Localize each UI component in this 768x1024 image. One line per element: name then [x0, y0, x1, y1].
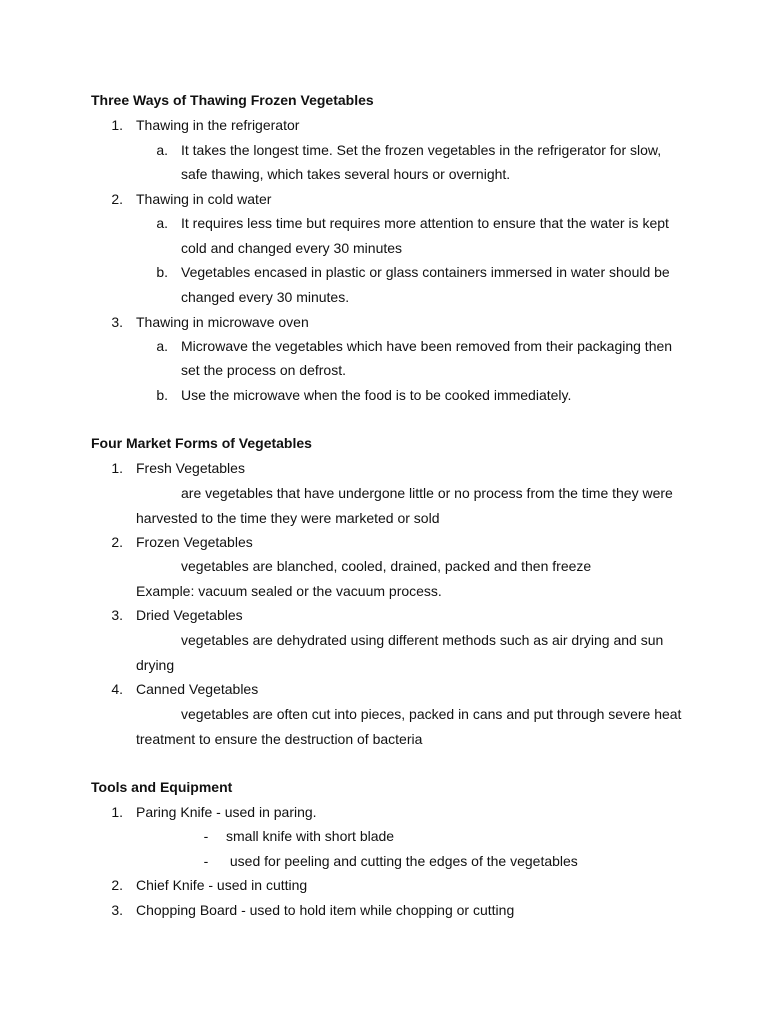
list-number: 3.: [111, 607, 123, 623]
sub-item-text: Vegetables encased in plastic or glass containers immersed in water should be: [181, 264, 670, 280]
list-item-text: Frozen Vegetables: [136, 534, 253, 550]
list-item-text: Chief Knife - used in cutting: [136, 877, 308, 893]
bullet-text: small knife with short blade: [226, 828, 395, 844]
list-item-text: Canned Vegetables: [136, 681, 259, 697]
list-item-text: Thawing in microwave oven: [136, 314, 309, 330]
section-heading-market-forms: Four Market Forms of Vegetables: [91, 435, 312, 451]
list-item-text: Paring Knife - used in paring.: [136, 804, 317, 820]
bullet-text: used for peeling and cutting the edges of the vegetables: [226, 853, 578, 869]
dash-bullet: -: [203, 828, 209, 844]
list-number: 2.: [111, 191, 123, 207]
sub-item-text: It requires less time but requires more attention to ensure that the water is kept: [181, 215, 669, 231]
list-number: 3.: [111, 314, 123, 330]
list-number: 2.: [111, 877, 123, 893]
sub-item-letter: a.: [156, 338, 168, 354]
item-description: harvested to the time they were marketed or sold: [136, 510, 440, 526]
item-description: vegetables are often cut into pieces, packed in cans and put through severe heat: [181, 706, 682, 722]
dash-bullet: -: [203, 853, 209, 869]
sub-item-text: set the process on defrost.: [181, 362, 346, 378]
sub-item-text: It takes the longest time. Set the frozen vegetables in the refrigerator for slow,: [181, 142, 662, 158]
sub-item-text: Microwave the vegetables which have been removed from their packaging then: [181, 338, 673, 354]
sub-item-letter: a.: [156, 215, 168, 231]
section-heading-tools: Tools and Equipment: [91, 779, 233, 795]
list-item-text: Dried Vegetables: [136, 607, 243, 623]
sub-item-text: changed every 30 minutes.: [181, 289, 350, 305]
sub-item-letter: b.: [156, 387, 168, 403]
item-description: vegetables are blanched, cooled, drained, packed and then freeze: [181, 558, 592, 574]
list-item-text: Chopping Board - used to hold item while chopping or cutting: [136, 902, 515, 918]
list-number: 3.: [111, 902, 123, 918]
sub-item-letter: a.: [156, 142, 168, 158]
item-description: drying: [136, 657, 175, 673]
item-description: Example: vacuum sealed or the vacuum process.: [136, 583, 442, 599]
list-item-text: Thawing in cold water: [136, 191, 272, 207]
sub-item-text: cold and changed every 30 minutes: [181, 240, 403, 256]
item-description: are vegetables that have undergone little or no process from the time they were: [181, 485, 673, 501]
item-description: vegetables are dehydrated using different methods such as air drying and sun: [181, 632, 664, 648]
list-number: 2.: [111, 534, 123, 550]
list-item-text: Thawing in the refrigerator: [136, 117, 300, 133]
list-number: 1.: [111, 117, 123, 133]
list-item-text: Fresh Vegetables: [136, 460, 245, 476]
sub-item-text: safe thawing, which takes several hours or overnight.: [181, 166, 511, 182]
item-description: treatment to ensure the destruction of bacteria: [136, 731, 423, 747]
list-number: 1.: [111, 804, 123, 820]
section-heading-thawing: Three Ways of Thawing Frozen Vegetables: [91, 92, 374, 108]
list-number: 4.: [111, 681, 123, 697]
list-number: 1.: [111, 460, 123, 476]
sub-item-letter: b.: [156, 264, 168, 280]
sub-item-text: Use the microwave when the food is to be cooked immediately.: [181, 387, 572, 403]
